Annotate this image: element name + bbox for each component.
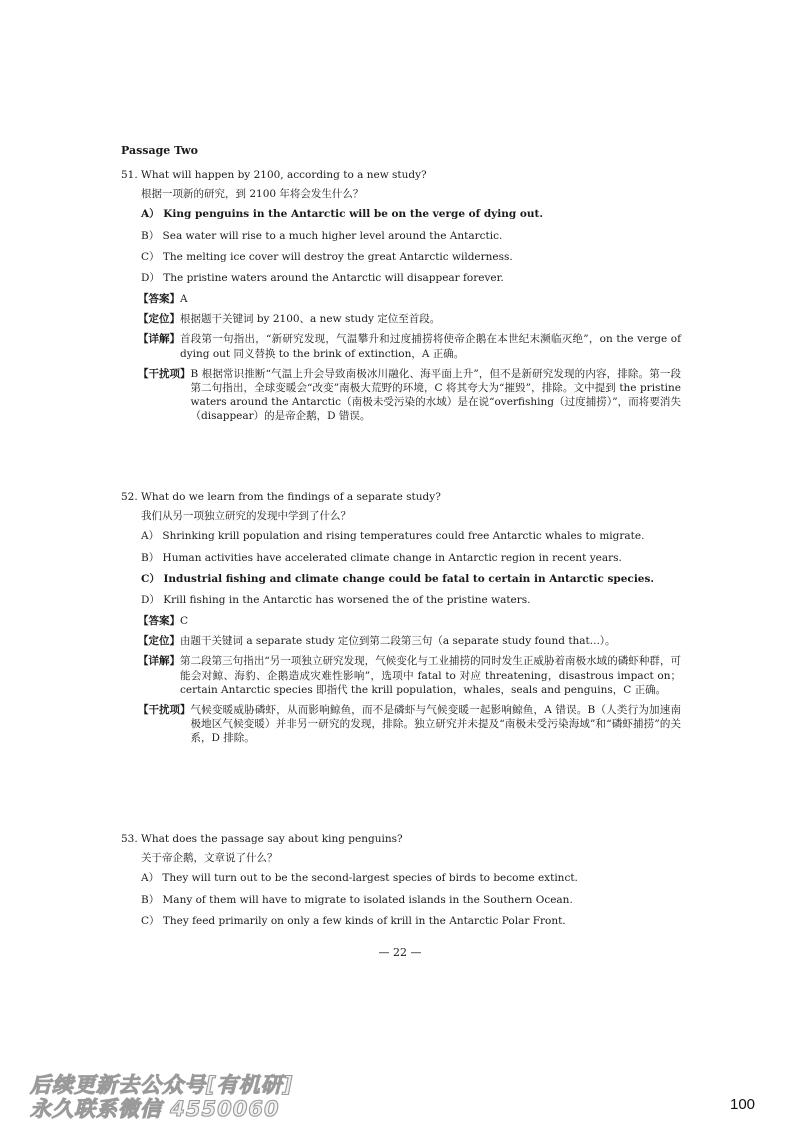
question-51 xyxy=(121,168,681,429)
question-52 xyxy=(121,490,681,751)
question-text-en: 52. What do we learn from the findings of a separate study? xyxy=(121,491,441,503)
question-text-zh: 我们从另一项独立研究的发现中学到了什么？ xyxy=(141,510,351,523)
question-53 xyxy=(121,832,681,935)
question-text-en: 53. What does the passage say about king penguins? xyxy=(121,833,403,845)
explain-row xyxy=(138,332,681,360)
locate-row xyxy=(138,634,681,648)
option-c: C） The melting ice cover will destroy the great Antarctic wilderness. xyxy=(141,250,513,263)
answer-row xyxy=(138,614,681,628)
option-c: C） They feed primarily on only a few kinds of krill in the Antarctic Polar Front. xyxy=(141,914,566,927)
distractor-label: 【干扰项】 xyxy=(138,703,191,716)
answer-value: C xyxy=(180,615,189,628)
answer-row xyxy=(138,292,681,306)
watermark-line-2: 永久联系微信 4550060 xyxy=(30,1096,280,1121)
option-b: B） Sea water will rise to a much higher level around the Antarctic. xyxy=(141,229,503,242)
explain-label: 【详解】 xyxy=(138,655,180,668)
locate-label: 【定位】 xyxy=(138,313,180,326)
distractor-text: B 根据常识推断“气温上升会导致南极冰川融化、海平面上升”，但不是新研究发现的内容，排除。第一段第二句指出，全球变暖会“改变”南极大荒野的环境，C 将其夸大为“摧毁”，排除。文中提到 the pristine waters around the Antarctic（南极未受污染的水域）是在说“overfishing（过度捕捞）”，而将要消失（disappear）的是帝企鹅，D 错误。 xyxy=(190,367,681,423)
watermark-line-1: 后续更新去公众号[有机研] xyxy=(30,1073,294,1097)
passage-title: Passage Two xyxy=(121,144,198,157)
explain-row xyxy=(138,654,681,697)
explain-text: 首段第一句指出，“新研究发现，气温攀升和过度捕捞将使帝企鹅在本世纪末濒临灭绝”，on the verge of dying out 同义替换 to the brink of extinction，A 正确。 xyxy=(180,333,681,360)
page-number: — 22 — xyxy=(378,946,422,959)
question-text-zh: 关于帝企鹅，文章说了什么？ xyxy=(141,852,278,865)
distractor-row xyxy=(138,367,681,424)
option-c: C） Industrial fishing and climate change could be fatal to certain in Antarctic species. xyxy=(141,572,655,585)
answer-value: A xyxy=(180,293,188,306)
explain-text: 第二段第三句指出“另一项独立研究发现，气候变化与工业捕捞的同时发生正威胁着南极水域的磷虾种群，可能会对鲸、海豹、企鹅造成灾难性影响”，选项中 fatal to 对应 threatening，disastrous impact on；certain Antarctic species 即指代 the krill population，whales，seals and penguins，C 正确。 xyxy=(180,655,681,696)
answer-label: 【答案】 xyxy=(138,615,180,628)
explain-label: 【详解】 xyxy=(138,333,180,346)
option-a: A） They will turn out to be the second-largest species of birds to become extinct. xyxy=(141,872,578,885)
locate-row xyxy=(138,312,681,326)
option-d: D） Krill fishing in the Antarctic has worsened the of the pristine waters. xyxy=(141,593,531,606)
option-a: A） King penguins in the Antarctic will be on the verge of dying out. xyxy=(141,208,544,221)
distractor-row xyxy=(138,703,681,746)
question-text-en: 51. What will happen by 2100, according to a new study? xyxy=(121,169,427,181)
question-text-zh: 根据一项新的研究，到 2100 年将会发生什么？ xyxy=(141,188,364,201)
option-a: A） Shrinking krill population and rising temperatures could free Antarctic whales to migrate. xyxy=(141,530,645,543)
distractor-text: 气候变暖威胁磷虾，从而影响鲸鱼，而不是磷虾与气候变暖一起影响鲸鱼，A 错误。B（人类行为加速南极地区气候变暖）并非另一研究的发现，排除。独立研究并未提及“南极未受污染海域”和“磷虾捕捞”的关系，D 排除。 xyxy=(190,703,681,745)
watermark xyxy=(30,1074,293,1121)
locate-label: 【定位】 xyxy=(138,635,180,648)
distractor-label: 【干扰项】 xyxy=(138,367,191,380)
option-d: D） The pristine waters around the Antarctic will disappear forever. xyxy=(141,271,504,284)
option-b: B） Many of them will have to migrate to isolated islands in the Southern Ocean. xyxy=(141,893,573,906)
answer-label: 【答案】 xyxy=(138,293,180,306)
option-b: B） Human activities have accelerated climate change in Antarctic region in recent years. xyxy=(141,551,622,564)
corner-page-number: 100 xyxy=(730,1096,756,1113)
locate-text: 由题干关键词 a separate study 定位到第二段第三句（a separate study found that...）。 xyxy=(180,635,616,648)
locate-text: 根据题干关键词 by 2100、a new study 定位至首段。 xyxy=(180,313,441,326)
